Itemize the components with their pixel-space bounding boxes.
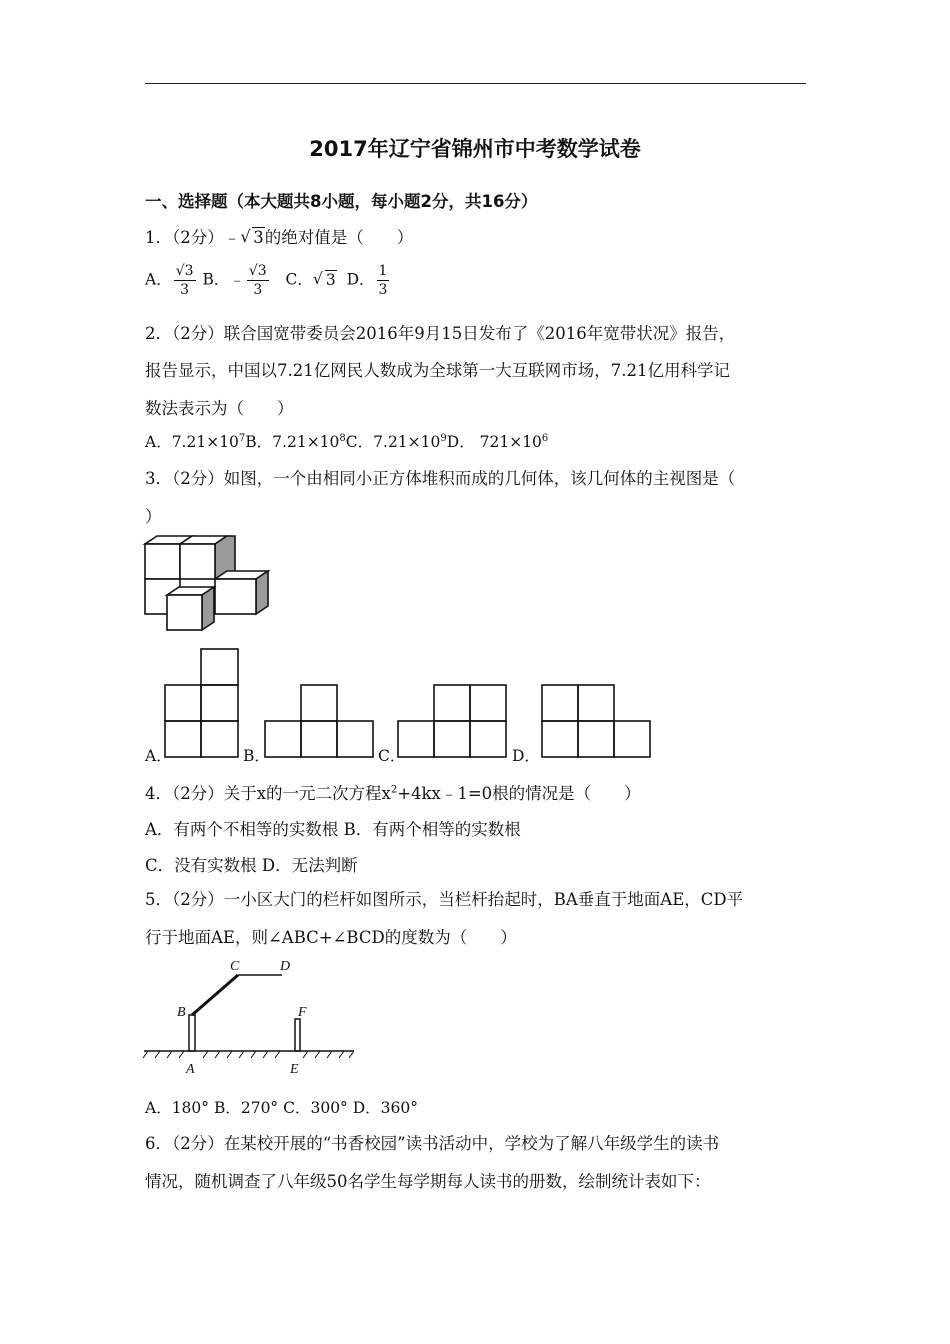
q2-a-exp: 7 <box>238 432 246 444</box>
q4-options-cd[interactable]: C．没有实数根 D．无法判断 <box>145 856 358 875</box>
q4-stem-post: +4kx﹣1=0根的情况是（ ） <box>397 784 641 803</box>
q1-option-d[interactable] <box>377 262 390 299</box>
q1-stem-post: 的绝对值是（ ） <box>264 228 414 247</box>
q1-b-denominator: 3 <box>253 282 263 298</box>
q5-line-1: 5．（2分）一小区大门的栏杆如图所示，当栏杆抬起时，BA垂直于地面AE，CD平 <box>145 890 744 909</box>
q2-line-3: 数法表示为（ ） <box>145 399 294 418</box>
q1-option-a[interactable] <box>174 262 196 299</box>
q6-line-2: 情况，随机调查了八年级50名学生每学期每人读书的册数，绘制统计表如下： <box>145 1172 711 1191</box>
q1-d-denominator: 3 <box>378 282 388 298</box>
q2-line-1: 2．（2分）联合国宽带委员会2016年9月15日发布了《2016年宽带状况》报告， <box>145 324 736 343</box>
point-e-label: E <box>290 1062 299 1077</box>
q3-option-b-label: B． <box>243 747 270 765</box>
q3-option-a-view[interactable] <box>163 647 241 759</box>
q2-option-a[interactable] <box>145 433 245 451</box>
q2-c-text: C．7.21×10 <box>345 433 441 451</box>
q2-option-d[interactable] <box>447 433 549 451</box>
q2-d-exp: 6 <box>541 432 549 444</box>
q3-option-d-view[interactable] <box>540 683 652 759</box>
q1-a-numerator: √3 <box>175 263 194 279</box>
page-title: 2017年辽宁省锦州市中考数学试卷 <box>309 137 641 161</box>
q2-d-text: D． 721×10 <box>446 433 542 451</box>
cube-stack-figure <box>140 532 280 636</box>
q2-option-b[interactable] <box>245 433 346 451</box>
header-rule <box>145 83 806 84</box>
q2-options <box>145 430 548 452</box>
q1-option-b-label: B．﹣ <box>202 270 245 289</box>
q1-option-a-label: A． <box>145 270 172 289</box>
q4-options-ab[interactable]: A．有两个不相等的实数根 B．有两个相等的实数根 <box>145 820 521 839</box>
q2-line-2: 报告显示，中国以7.21亿网民人数成为全球第一大互联网市场，7.21亿用科学记 <box>145 361 730 380</box>
q2-option-c[interactable] <box>346 433 447 451</box>
q3-option-b-view[interactable] <box>263 683 375 759</box>
q2-b-exp: 8 <box>339 432 346 444</box>
q3-option-c-view[interactable] <box>396 683 508 759</box>
q5-options[interactable]: A．180° B．270° C．300° D．360° <box>145 1099 418 1117</box>
q4-stem <box>145 780 641 804</box>
point-c-label: C <box>230 959 240 974</box>
q1-b-numerator: √3 <box>248 263 267 279</box>
q2-c-exp: 9 <box>440 432 447 444</box>
q4-stem-pre: 4．（2分）关于x的一元二次方程x <box>145 784 391 803</box>
q1-option-c[interactable] <box>313 271 337 289</box>
q3-option-a-label: A． <box>145 747 172 765</box>
section-heading: 一、选择题（本大题共8小题，每小题2分，共16分） <box>145 192 538 211</box>
point-b-label: B <box>177 1005 186 1020</box>
q1-c-radicand: 3 <box>325 270 336 289</box>
q6-line-1: 6．（2分）在某校开展的“书香校园”读书活动中，学校为了解八年级学生的读书 <box>145 1134 720 1153</box>
q4-stem-exp: 2 <box>390 784 398 796</box>
q3-option-c-label: C． <box>378 747 406 765</box>
q1-sqrt-radicand: 3 <box>253 228 264 247</box>
q1-a-denominator: 3 <box>180 282 190 298</box>
q1-option-d-label: D． <box>346 270 375 289</box>
q3-option-d-label: D． <box>512 747 540 765</box>
q1-options <box>145 262 391 299</box>
q1-option-b[interactable] <box>247 262 269 299</box>
point-d-label: D <box>280 959 291 974</box>
gate-barrier-figure <box>142 955 356 1077</box>
q1-sqrt <box>240 228 265 247</box>
q3-line-1: 3．（2分）如图，一个由相同小正方体堆积而成的几何体，该几何体的主视图是（ <box>145 469 736 488</box>
q5-line-2: 行于地面AE，则∠ABC+∠BCD的度数为（ ） <box>145 928 517 947</box>
q1-d-numerator: 1 <box>378 263 388 279</box>
q2-b-text: B．7.21×10 <box>245 433 340 451</box>
q1-stem <box>145 224 413 248</box>
q3-line-2: ） <box>145 507 162 526</box>
q1-stem-pre: 1．（2分）﹣ <box>145 228 241 247</box>
point-f-label: F <box>298 1005 307 1020</box>
point-a-label: A <box>186 1062 195 1077</box>
q1-option-c-label: C． <box>285 270 313 289</box>
q2-a-text: A．7.21×10 <box>145 433 239 451</box>
